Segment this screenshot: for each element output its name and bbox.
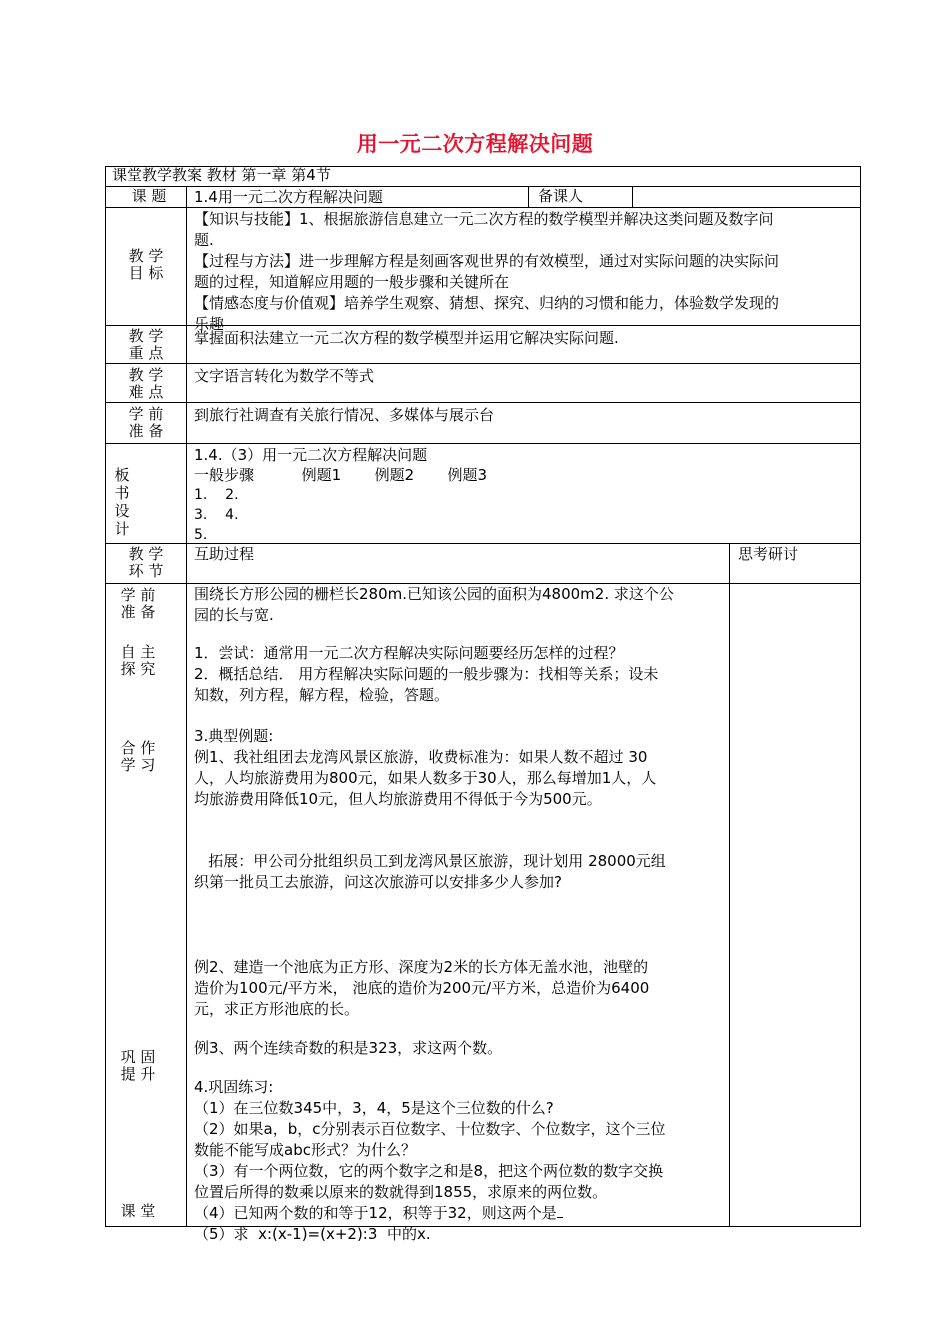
example1-line: 例1、我社组团去龙湾风景区旅游，收费标准为：如果人数不超过 30 bbox=[194, 748, 648, 766]
topic-label: 课 题 bbox=[131, 187, 167, 205]
practice-item: （2）如果a，b，c分别表示百位数字、十位数字、个位数字，这个三位 bbox=[194, 1120, 666, 1138]
stage-label-classroom: 课 堂 bbox=[120, 1202, 156, 1220]
intro-line: 围绕长方形公园的栅栏长280m.已知该公园的面积为4800m2. 求这个公 bbox=[194, 585, 674, 603]
stage-label-explore: 自 主 探 究 bbox=[120, 643, 156, 678]
difficulties-text: 文字语言转化为数学不等式 bbox=[194, 367, 375, 385]
preparation-label: 学 前 准 备 bbox=[128, 405, 164, 440]
stage-label-cooperate: 合 作 学 习 bbox=[120, 739, 156, 774]
example1-line: 人，人均旅游费用为800元，如果人数多于30人，那么每增加1人，人 bbox=[194, 769, 657, 787]
difficulties-label: 教 学 难 点 bbox=[128, 366, 164, 401]
example3-line: 例3、两个连续奇数的积是323，求这两个数。 bbox=[194, 1039, 503, 1057]
explore-line: 知数，列方程，解方程，检验，答题。 bbox=[194, 686, 450, 704]
practice-item: 位置后所得的数乘以原来的数就得到1855，求原来的两位数。 bbox=[194, 1183, 608, 1201]
lesson-header: 课堂教学教案 教材 第一章 第4节 bbox=[112, 166, 331, 184]
explore-line: 2．概括总结． 用方程解决实际问题的一般步骤为：找相等关系；设未 bbox=[194, 665, 659, 683]
board-text: 1.4.（3）用一元二次方程解决问题 一般步骤 例题1 例题2 例题3 1. 2. 3. 4. 5. bbox=[194, 446, 488, 543]
example1-line: 均旅游费用降低10元，但人均旅游费用不得低于今为500元。 bbox=[194, 790, 602, 808]
preparation-text: 到旅行社调查有关旅行情况、多媒体与展示台 bbox=[194, 406, 495, 424]
explore-line: 1．尝试：通常用一元二次方程解决实际问题要经历怎样的过程？ bbox=[194, 644, 624, 662]
example2-line: 例2、建造一个池底为正方形、深度为2米的长方体无盖水池，池壁的 bbox=[194, 958, 649, 976]
practice-title: 4.巩固练习: bbox=[194, 1078, 274, 1096]
examples-title: 3.典型例题: bbox=[194, 727, 274, 745]
document-title: 用一元二次方程解决问题 bbox=[356, 132, 594, 156]
stage-label-consolidate: 巩 固 提 升 bbox=[120, 1048, 156, 1083]
practice-item: （1）在三位数345中，3，4，5是这个三位数的什么? bbox=[194, 1099, 554, 1117]
practice-item: （4）已知两个数的和等于12，积等于32，则这两个是 bbox=[194, 1203, 724, 1224]
example2-line: 元，求正方形池底的长。 bbox=[194, 1000, 360, 1018]
process-content bbox=[194, 584, 724, 1245]
stage-column-label: 教 学 环 节 bbox=[128, 545, 164, 580]
practice-item: （5）求 x:(x-1)=(x+2):3 中的x. bbox=[194, 1225, 431, 1243]
practice-item: 数能不能写成abc形式？为什么？ bbox=[194, 1141, 416, 1159]
key-points-text: 掌握面积法建立一元二次方程的数学模型并运用它解决实际问题. bbox=[194, 329, 619, 347]
preparer-label: 备课人 bbox=[538, 187, 584, 205]
practice-item: （3）有一个两位数，它的两个数字之和是8，把这个两位数的数字交换 bbox=[194, 1162, 664, 1180]
extension-line: 织第一批员工去旅游，问这次旅游可以安排多少人参加? bbox=[194, 873, 562, 891]
intro-line: 园的长与宽. bbox=[194, 606, 274, 624]
example2-line: 造价为100元/平方米， 池底的造价为200元/平方米，总造价为6400 bbox=[194, 979, 650, 997]
process-column-label: 互助过程 bbox=[194, 545, 255, 563]
topic-value: 1.4用一元二次方程解决问题 bbox=[194, 188, 383, 206]
key-points-label: 教 学 重 点 bbox=[128, 327, 164, 362]
extension-line: 拓展：甲公司分批组织员工到龙湾风景区旅游，现计划用 28000元组 bbox=[194, 852, 666, 870]
reflection-column-label: 思考研讨 bbox=[738, 545, 799, 563]
objectives-text: 【知识与技能】1、根据旅游信息建立一元二次方程的数学模型并解决这类问题及数字问 题. 【过程与方法】进一步理解方程是刻画客观世界的有效模型，通过对实际问题的决实际问 题的过程，知道解应用题的一般步骤和关键所在 【情感态度与价值观】培养学生观察、猜想、探究、归纳的习惯和能力，体验数学发现的 乐趣 bbox=[194, 210, 780, 333]
board-label: 板 书 设 计 bbox=[114, 466, 130, 538]
objectives-label: 教 学 目 标 bbox=[128, 247, 164, 282]
stage-label-preparation: 学 前 准 备 bbox=[120, 586, 156, 621]
